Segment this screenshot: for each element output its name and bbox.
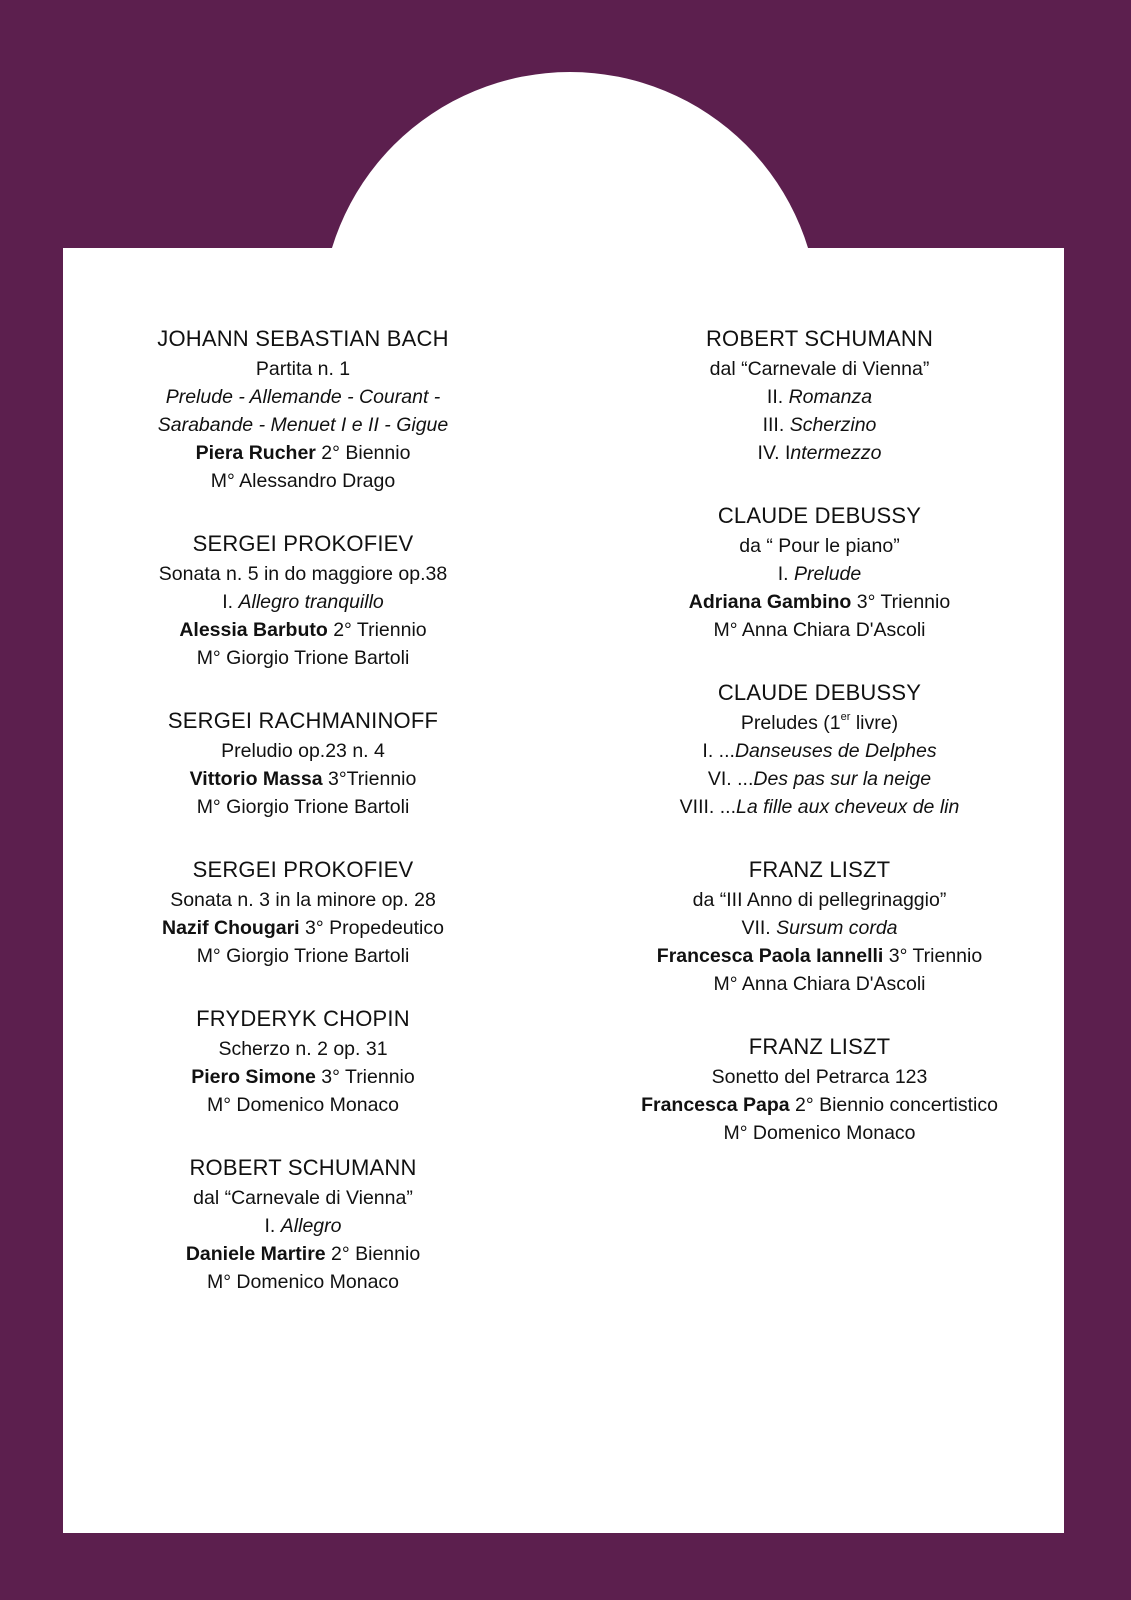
- teacher: M° Anna Chiara D'Ascoli: [713, 973, 926, 995]
- program-entry: [612, 500, 1027, 644]
- performer: Vittorio Massa 3°Triennio: [189, 768, 417, 790]
- composer-name: FRANZ LISZT: [748, 857, 891, 882]
- work-title: dal “Carnevale di Vienna”: [709, 358, 930, 380]
- movement: I. Allegro: [264, 1215, 342, 1237]
- work-title: Sonata n. 5 in do maggiore op.38: [158, 563, 448, 585]
- movement-list: Sarabande - Menuet I e II - Gigue: [157, 414, 449, 436]
- program-entry: [103, 528, 503, 672]
- composer-name: FRANZ LISZT: [748, 1034, 891, 1059]
- movement: IV. Intermezzo: [757, 442, 882, 464]
- composer-name: JOHANN SEBASTIAN BACH: [157, 326, 449, 351]
- composer-name: SERGEI PROKOFIEV: [192, 531, 414, 556]
- composer-name: SERGEI RACHMANINOFF: [167, 708, 439, 733]
- performer: Francesca Paola Iannelli 3° Triennio: [656, 945, 983, 967]
- performer: Alessia Barbuto 2° Triennio: [179, 619, 427, 641]
- work-title: Preludio op.23 n. 4: [221, 740, 385, 762]
- composer-name: CLAUDE DEBUSSY: [717, 680, 922, 705]
- program-entry: [103, 705, 503, 821]
- work-title: Sonetto del Petrarca 123: [711, 1066, 928, 1088]
- performer: Nazif Chougari 3° Propedeutico: [162, 917, 444, 939]
- movement: III. Scherzino: [762, 414, 877, 436]
- program-entry: [612, 677, 1027, 821]
- composer-name: SERGEI PROKOFIEV: [192, 857, 414, 882]
- program-column-right: [612, 323, 1027, 1180]
- movement: I. Prelude: [777, 563, 862, 585]
- composer-name: ROBERT SCHUMANN: [705, 326, 934, 351]
- movement: VI. ...Des pas sur la neige: [707, 768, 932, 790]
- performer: Piero Simone 3° Triennio: [191, 1066, 415, 1088]
- teacher: M° Giorgio Trione Bartoli: [196, 945, 410, 967]
- program-entry: [103, 1152, 503, 1296]
- teacher: M° Domenico Monaco: [723, 1122, 916, 1144]
- performer: Francesca Papa 2° Biennio concertistico: [641, 1094, 998, 1116]
- program-entry: [103, 1003, 503, 1119]
- work-title: da “III Anno di pellegrinaggio”: [692, 889, 947, 911]
- teacher: M° Domenico Monaco: [206, 1271, 400, 1293]
- composer-name: FRYDERYK CHOPIN: [196, 1006, 410, 1031]
- teacher: M° Alessandro Drago: [210, 470, 396, 492]
- program-column-left: [103, 323, 503, 1329]
- teacher: M° Giorgio Trione Bartoli: [196, 647, 410, 669]
- performer: Piera Rucher 2° Biennio: [195, 442, 411, 464]
- work-title: Partita n. 1: [255, 358, 351, 380]
- composer-name: ROBERT SCHUMANN: [189, 1155, 417, 1180]
- work-title: Scherzo n. 2 op. 31: [218, 1038, 388, 1060]
- teacher: M° Anna Chiara D'Ascoli: [713, 619, 926, 641]
- work-title: dal “Carnevale di Vienna”: [193, 1187, 413, 1209]
- work-title: da “ Pour le piano”: [739, 535, 900, 557]
- movement-list: Prelude - Allemande - Courant -: [165, 386, 441, 408]
- program-entry: [103, 323, 503, 495]
- movement: VII. Sursum corda: [741, 917, 898, 939]
- movement: II. Romanza: [766, 386, 873, 408]
- performer: Adriana Gambino 3° Triennio: [688, 591, 951, 613]
- composer-name: CLAUDE DEBUSSY: [717, 503, 922, 528]
- program-entry: [103, 854, 503, 970]
- program-entry: [612, 1031, 1027, 1147]
- program-entry: [612, 323, 1027, 467]
- teacher: M° Domenico Monaco: [206, 1094, 400, 1116]
- movement: I. Allegro tranquillo: [222, 591, 384, 613]
- performer: Daniele Martire 2° Biennio: [185, 1243, 421, 1265]
- teacher: M° Giorgio Trione Bartoli: [196, 796, 410, 818]
- work-title: Preludes (1er livre): [740, 711, 899, 734]
- movement: I. ...Danseuses de Delphes: [702, 740, 937, 762]
- program-entry: [612, 854, 1027, 998]
- movement: VIII. ...La fille aux cheveux de lin: [679, 796, 960, 818]
- work-title: Sonata n. 3 in la minore op. 28: [170, 889, 436, 911]
